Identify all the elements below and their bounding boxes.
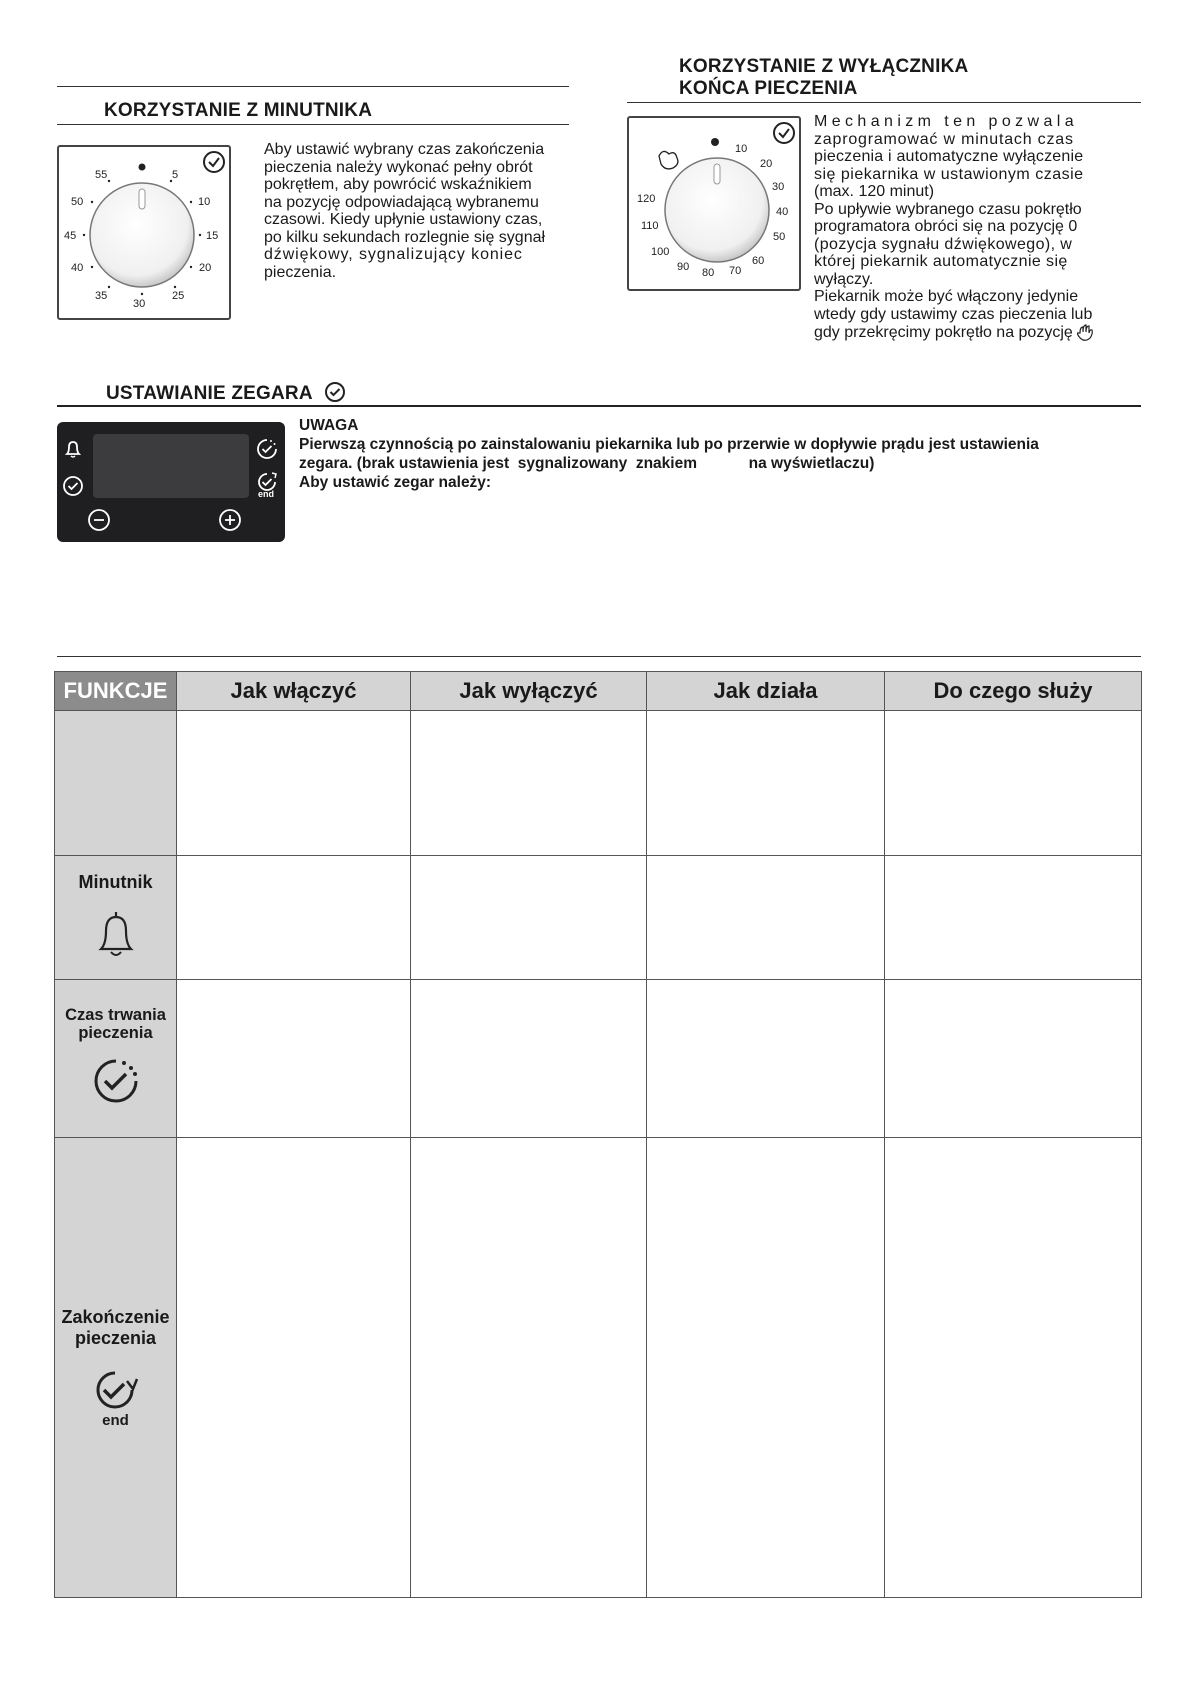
row-label-czas-trwania	[55, 980, 177, 1138]
minutnik-dial-svg	[59, 147, 229, 318]
text-line: Aby ustawić wybrany czas zakończenia	[264, 141, 545, 158]
table-cell	[411, 1138, 647, 1598]
wylacznik-dial-figure	[627, 116, 801, 291]
text-line: się piekarnika w ustawionym czasie	[814, 165, 1084, 183]
minutnik-title: KORZYSTANIE Z MINUTNIKA	[104, 100, 373, 121]
table-row	[55, 856, 1142, 980]
text-line: Po upływie wybranego czasu pokrętło	[814, 200, 1082, 218]
text-line: programatora obróci się na pozycję 0	[814, 218, 1078, 235]
dial-label-20: 20	[760, 158, 773, 170]
dial-label-25: 25	[172, 290, 185, 302]
wylacznik-description	[814, 113, 1141, 342]
row-label-line: pieczenia	[74, 1327, 157, 1348]
text-line: wtedy gdy ustawimy czas pieczenia lub	[814, 305, 1093, 323]
wylacznik-title-line1: KORZYSTANIE Z WYŁĄCZNIKA	[679, 56, 969, 77]
dial-label-10: 10	[198, 196, 211, 208]
text-line: Piekarnik może być włączony jedynie	[814, 288, 1079, 305]
plus-button[interactable]	[218, 508, 242, 532]
check-mark	[209, 158, 219, 166]
text-line: (max. 120 minut)	[814, 183, 935, 200]
dial-label-55: 55	[95, 169, 108, 181]
wylacznik-dial-svg	[629, 118, 799, 289]
duration-icon	[91, 1056, 141, 1106]
text-line: której piekarnik automatycznie się	[814, 253, 1068, 270]
hand-icon	[1077, 323, 1095, 341]
knob-pointer	[139, 189, 145, 209]
text-line: dźwiękowy, sygnalizujący koniec	[264, 246, 523, 263]
dial-marker	[711, 138, 719, 146]
header-jak-dziala: Jak działa	[647, 672, 885, 711]
row-label-empty	[55, 711, 177, 856]
table-cell	[647, 980, 885, 1138]
table-cell	[411, 980, 647, 1138]
end-icon	[91, 1369, 141, 1411]
dial-label-30: 30	[133, 298, 146, 310]
uwaga-title: UWAGA	[299, 417, 359, 434]
dial-label-5: 5	[172, 169, 179, 181]
text-line: czasowi. Kiedy upłynie ustawiony czas,	[264, 211, 543, 228]
table-cell	[885, 711, 1142, 856]
zegar-title	[106, 381, 346, 405]
uwaga-note	[299, 416, 1149, 492]
minutnik-description	[264, 141, 569, 281]
text-line: wyłączy.	[814, 270, 874, 288]
dial-label-60: 60	[752, 255, 765, 267]
header-do-czego-sluzy: Do czego służy	[885, 672, 1142, 711]
text-line: pieczenia.	[264, 263, 337, 281]
divider	[57, 86, 569, 87]
table-cell	[177, 1138, 411, 1598]
dial-label-10: 10	[735, 143, 748, 155]
dial-label-30: 30	[772, 181, 785, 193]
header-jak-wlaczyc: Jak włączyć	[177, 672, 411, 711]
text-line: pokrętłem, aby powrócić wskaźnikiem	[264, 176, 532, 193]
table-cell	[885, 980, 1142, 1138]
duration-icon[interactable]	[255, 437, 279, 461]
minutnik-dial-figure	[57, 145, 231, 320]
clock-check-icon[interactable]	[61, 474, 85, 498]
text-line: Mechanizm ten pozwala	[814, 113, 1079, 130]
table-cell	[411, 856, 647, 980]
row-label-text: Minutnik	[78, 871, 153, 892]
clock-control-panel	[57, 422, 285, 542]
text-line: (pozycja sygnału dźwiękowego), w	[814, 235, 1073, 253]
text-line: po kilku sekundach rozlegnie się sygnał	[264, 228, 546, 246]
bell-icon[interactable]	[61, 437, 85, 461]
dial-label-20: 20	[199, 262, 212, 274]
dial-label-40: 40	[71, 262, 84, 274]
header-jak-wylaczyc: Jak wyłączyć	[411, 672, 647, 711]
table-header-row	[55, 672, 1142, 711]
table-cell	[647, 856, 885, 980]
dial-label-50: 50	[773, 231, 786, 243]
table-cell	[885, 856, 1142, 980]
dial-label-45: 45	[64, 230, 77, 242]
dial-label-100: 100	[651, 246, 670, 258]
text-line-with-icon	[814, 323, 1141, 342]
row-label-line: pieczenia	[78, 1024, 153, 1042]
table-row	[55, 1138, 1142, 1598]
dial-label-80: 80	[702, 267, 715, 279]
dial-label-90: 90	[677, 261, 690, 273]
clock-check-icon	[204, 152, 224, 172]
end-label: end	[102, 1411, 129, 1429]
end-label: end	[258, 489, 275, 499]
table-cell	[647, 1138, 885, 1598]
table-cell	[177, 980, 411, 1138]
table-cell	[177, 856, 411, 980]
hand-icon	[659, 151, 678, 168]
zegar-title-text: USTAWIANIE ZEGARA	[106, 383, 313, 404]
knob-pointer	[714, 164, 720, 184]
wylacznik-title-line2: KOŃCA PIECZENIA	[679, 78, 858, 99]
dial-label-110: 110	[641, 220, 659, 232]
minus-button[interactable]	[87, 508, 111, 532]
divider	[57, 124, 569, 125]
clock-check-icon	[774, 123, 794, 143]
dial-label-15: 15	[206, 230, 219, 242]
header-funkcje: FUNKCJE	[55, 672, 177, 711]
divider	[57, 656, 1141, 657]
row-label-line: Zakończenie	[61, 1306, 170, 1327]
table-cell	[647, 711, 885, 856]
end-cooking-button[interactable]	[255, 471, 281, 501]
table-cell	[411, 711, 647, 856]
row-label-zakonczenie	[55, 1138, 177, 1598]
text-line: na pozycję odpowiadającą wybranemu	[264, 193, 539, 211]
table-cell	[885, 1138, 1142, 1598]
table-row	[55, 980, 1142, 1138]
display-screen	[93, 434, 249, 498]
text-line: zaprogramować w minutach czas	[814, 130, 1074, 148]
uwaga-line: Aby ustawić zegar należy:	[299, 474, 492, 491]
uwaga-line: zegara. (brak ustawienia jest sygnalizowany znakiem na wyświetlaczu)	[299, 455, 875, 472]
row-label-minutnik	[55, 856, 177, 980]
clock-check-icon	[324, 381, 346, 403]
row-label-line: Czas trwania	[65, 1006, 166, 1024]
uwaga-line: Pierwszą czynnością po zainstalowaniu piekarnika lub po przerwie w dopływie prądu jest ustawienia	[299, 436, 1039, 453]
bell-icon	[94, 909, 138, 959]
dial-label-40: 40	[776, 206, 789, 218]
text-line: pieczenia należy wykonać pełny obrót	[264, 158, 533, 176]
table-row	[55, 711, 1142, 856]
divider	[57, 405, 1141, 407]
table-cell	[177, 711, 411, 856]
text-line: pieczenia i automatyczne wyłączenie	[814, 148, 1084, 165]
dial-label-35: 35	[95, 290, 108, 302]
dial-label-50: 50	[71, 196, 84, 208]
wylacznik-title	[679, 56, 968, 100]
check-mark	[779, 129, 789, 137]
dial-label-120: 120	[637, 193, 656, 205]
text-line: gdy przekręcimy pokrętło na pozycję	[814, 324, 1073, 341]
dial-label-70: 70	[729, 265, 742, 277]
dial-marker	[139, 164, 146, 171]
divider	[627, 102, 1141, 103]
functions-table	[54, 671, 1142, 1598]
